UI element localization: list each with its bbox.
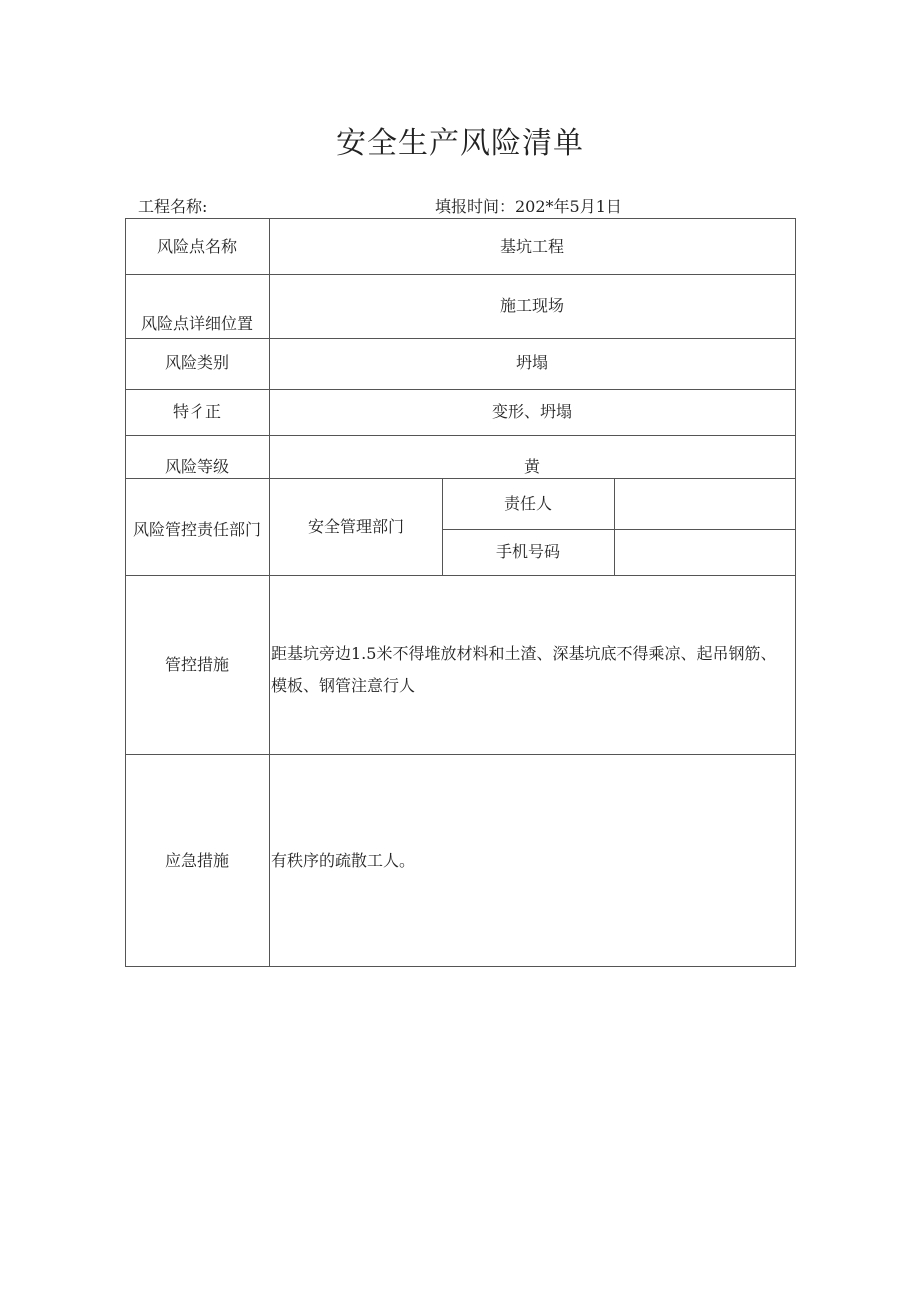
phone-label: 手机号码: [495, 542, 561, 561]
fill-date: 填报时间：202*年5月1日: [435, 197, 622, 216]
feature-label: 特彳正: [172, 402, 222, 421]
risk-point-location-label: 风险点详细位置: [140, 314, 254, 333]
project-name-label: 工程名称:: [138, 197, 208, 216]
risk-category-label: 风险类别: [164, 353, 230, 372]
risk-level-value: 黄: [523, 457, 541, 476]
responsible-dept-value: 安全管理部门: [307, 517, 405, 536]
risk-category-value: 坍塌: [515, 353, 549, 372]
responsible-person-label: 责任人: [503, 494, 553, 513]
control-measures-label: 管控措施: [164, 655, 230, 674]
responsible-dept-label: 风险管控责任部门: [132, 520, 262, 539]
risk-level-label: 风险等级: [164, 457, 230, 476]
risk-point-name-value: 基坑工程: [499, 237, 565, 256]
risk-point-name-label: 风险点名称: [156, 237, 238, 256]
emergency-measures-value: 有秩序的疏散工人。: [271, 851, 416, 870]
document-title: 安全生产风险清单: [336, 126, 584, 161]
emergency-measures-label: 应急措施: [164, 851, 230, 870]
feature-value: 变形、坍塌: [491, 402, 573, 421]
risk-point-location-value: 施工现场: [499, 296, 565, 315]
control-measures-value: 距基坑旁边1.5米不得堆放材料和土渣、深基坑底不得乘凉、起吊钢筋、模板、钢管注意行人: [271, 644, 777, 695]
